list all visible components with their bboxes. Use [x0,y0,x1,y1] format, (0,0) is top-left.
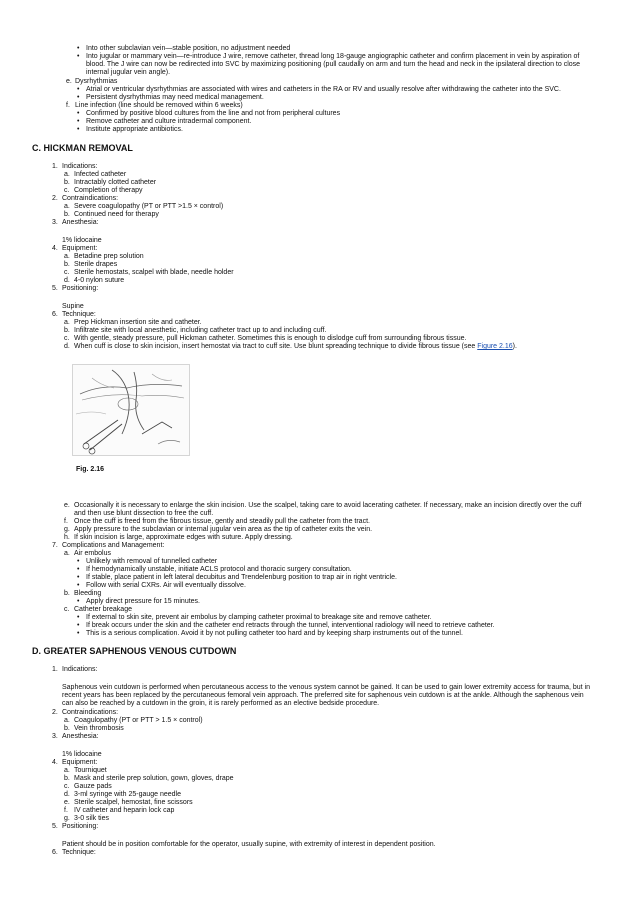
list-number: 6. [52,849,58,856]
list-label: a. [64,253,70,260]
list-number: 1. [52,163,58,170]
list-text: Sterile scalpel, hemostat, fine scissors [74,799,193,806]
list-number: 3. [52,219,58,226]
list-text: Once the cuff is freed from the fibrous tissue, gently and steadily pull the catheter from the tract. [74,518,370,525]
list-text: Technique: [62,849,96,856]
list-text: Positioning: [62,823,99,830]
list-text: Equipment: [62,245,98,252]
paragraph: Patient should be in position comfortable for the operator, usually supine, with extremity of interest in dependent position. [62,841,436,848]
list-item: • Unlikely with removal of tunnelled catheter [86,558,217,566]
list-item: • Into other subclavian vein—stable position, no adjustment needed [86,45,586,53]
list-item: • Institute appropriate antibiotics. [86,126,590,134]
list-text: Vein thrombosis [74,725,124,732]
figure-link[interactable]: Figure 2.16 [477,343,513,350]
list-label: a. [64,319,70,326]
list-text: Air embolus [74,550,111,557]
list-item: • Into jugular or mammary vein—re-introduce J wire, remove catheter, thread long 18-gauge angiographic catheter and confirm placement in vein by aspiration of blood. The J wire can now be redirected into SVC by maximizing positioning (pull caudally on arm and turn the head and neck in the ipsilateral direction to close internal jugular vein angle). [86,53,590,78]
list-label: c. [64,269,70,276]
paragraph: Supine [62,303,84,310]
list-item: • If hemodynamically unstable, initiate ACLS protocol and thoracic surgery consultation. [86,566,352,574]
list-label: b. [64,590,70,597]
list-label: a. [64,550,70,557]
list-item: • If stable, place patient in left lateral decubitus and Trendelenburg position to trap air in right ventricle. [86,574,397,582]
list-label: a. [64,717,70,724]
section-heading: D. GREATER SAPHENOUS VENOUS CUTDOWN [32,646,237,656]
list-number: 2. [52,709,58,716]
list-label: a. [64,767,70,774]
list-text: Continued need for therapy [74,211,159,218]
list-number: 5. [52,285,58,292]
list-text: Occasionally it is necessary to enlarge the skin incision. Use the scalpel, taking care to avoid lacerating catheter. If necessary, make an incision directly over the cuff and then use blunt dissection to free the cuff. [74,502,582,518]
list-text: Completion of therapy [74,187,143,194]
list-number: 4. [52,245,58,252]
list-text: Apply pressure to the subclavian or internal jugular vein area as the tip of catheter exits the vein. [74,526,373,533]
paragraph: Saphenous vein cutdown is performed when percutaneous access to the venous system cannot be gained. It can be used to gain lower extremity access for trauma, but in recent years has been replaced by the percutaneous femoral vein approach. The preferred site for saphenous vein cutdown is at the ankle. Although the saphenous vein can also be reached by a cutdown in the groin, it is rarely performed as an elective bedside procedure. [62,684,591,708]
list-text: Anesthesia: [62,733,99,740]
list-label: b. [64,725,70,732]
list-text: Tourniquet [74,767,107,774]
list-item: • Follow with serial CXRs. Air will eventually dissolve. [86,582,246,590]
paragraph: 1% lidocaine [62,751,102,758]
list-text: Sterile drapes [74,261,118,268]
list-number: 6. [52,311,58,318]
section-heading: C. HICKMAN REMOVAL [32,143,133,153]
list-label: d. [64,791,70,798]
list-text: Coagulopathy (PT or PTT > 1.5 × control) [74,717,203,724]
list-text: If skin incision is large, approximate edges with suture. Apply dressing. [74,534,293,541]
list-item: • Atrial or ventricular dysrhythmias are associated with wires and catheters in the RA or RV and usually resolve after withdrawing the catheter into the SVC. [86,86,590,94]
list-text: Catheter breakage [74,606,132,613]
list-text: Technique: [62,311,96,318]
list-label: f. [66,102,70,109]
list-label: g. [64,815,70,822]
list-text: When cuff is close to skin incision, insert hemostat via tract to cuff site. Use blunt spreading technique to divide fibrous tissue (see Figure 2.16). [74,343,517,350]
list-label: c. [64,783,70,790]
figure-caption: Fig. 2.16 [76,466,105,473]
list-item: • Confirmed by positive blood cultures from the line and not from peripheral cultures [86,110,590,118]
list-text: Anesthesia: [62,219,99,226]
list-text: 4-0 nylon suture [74,277,125,284]
paragraph: 1% lidocaine [62,237,102,244]
list-label: b. [64,179,70,186]
list-number: 5. [52,823,58,830]
list-text: Indications: [62,163,98,170]
list-label: a. [64,171,70,178]
list-label: e. [64,502,70,509]
list-text: Gauze pads [74,783,112,790]
list-text: Severe coagulopathy (PT or PTT >1.5 × control) [74,203,224,210]
list-text: Line infection (line should be removed within 6 weeks) [75,102,243,109]
list-label: c. [64,606,70,613]
list-label: b. [64,775,70,782]
list-label: h. [64,534,70,541]
list-item: • If external to skin site, prevent air embolus by clamping catheter proximal to breakage site and remove catheter. [86,614,432,622]
list-item: • Remove catheter and culture intradermal component. [86,118,590,126]
list-item: • Apply direct pressure for 15 minutes. [86,598,200,606]
list-text: 3-ml syringe with 25-gauge needle [74,791,182,798]
list-text: Contraindications: [62,195,119,202]
list-text: Infected catheter [74,171,127,178]
list-text: IV catheter and heparin lock cap [74,807,175,814]
list-text: Intractably clotted catheter [74,179,157,186]
list-text: Betadine prep solution [74,253,144,260]
list-number: 7. [52,542,58,549]
list-item: • Persistent dysrhythmias may need medical management. [86,94,590,102]
list-label: e. [66,78,72,85]
list-text: Equipment: [62,759,98,766]
list-label: g. [64,526,70,533]
list-label: e. [64,799,70,806]
list-item: • If break occurs under the skin and the catheter end retracts through the tunnel, interventional radiology will need to retrieve catheter. [86,622,495,630]
list-number: 4. [52,759,58,766]
list-text: Dysrhythmias [75,78,118,85]
list-text: Positioning: [62,285,99,292]
list-number: 1. [52,666,58,673]
list-label: f. [64,807,68,814]
list-label: a. [64,203,70,210]
list-text: With gentle, steady pressure, pull Hickman catheter. Sometimes this is enough to dislodge cuff from surrounding fibrous tissue. [74,335,467,342]
list-label: b. [64,211,70,218]
list-label: f. [64,518,68,525]
list-item: • This is a serious complication. Avoid it by not pulling catheter too hard and by keeping sharp instruments out of the tunnel. [86,630,463,638]
list-text: Infiltrate site with local anesthetic, including catheter tract up to and including cuff. [74,327,327,334]
list-label: c. [64,187,70,194]
list-text: Bleeding [74,590,102,597]
list-label: d. [64,277,70,284]
list-text: Sterile hemostats, scalpel with blade, needle holder [74,269,234,276]
list-text: Contraindications: [62,709,119,716]
list-label: b. [64,327,70,334]
list-text: Mask and sterile prep solution, gown, gloves, drape [74,775,234,782]
list-label: d. [64,343,70,350]
list-label: b. [64,261,70,268]
list-text: Indications: [62,666,98,673]
list-text: Complications and Management: [62,542,165,549]
list-text: Prep Hickman insertion site and catheter. [74,319,202,326]
list-number: 3. [52,733,58,740]
list-label: c. [64,335,70,342]
list-number: 2. [52,195,58,202]
figure-image [72,364,190,456]
list-text: 3-0 silk ties [74,815,110,822]
